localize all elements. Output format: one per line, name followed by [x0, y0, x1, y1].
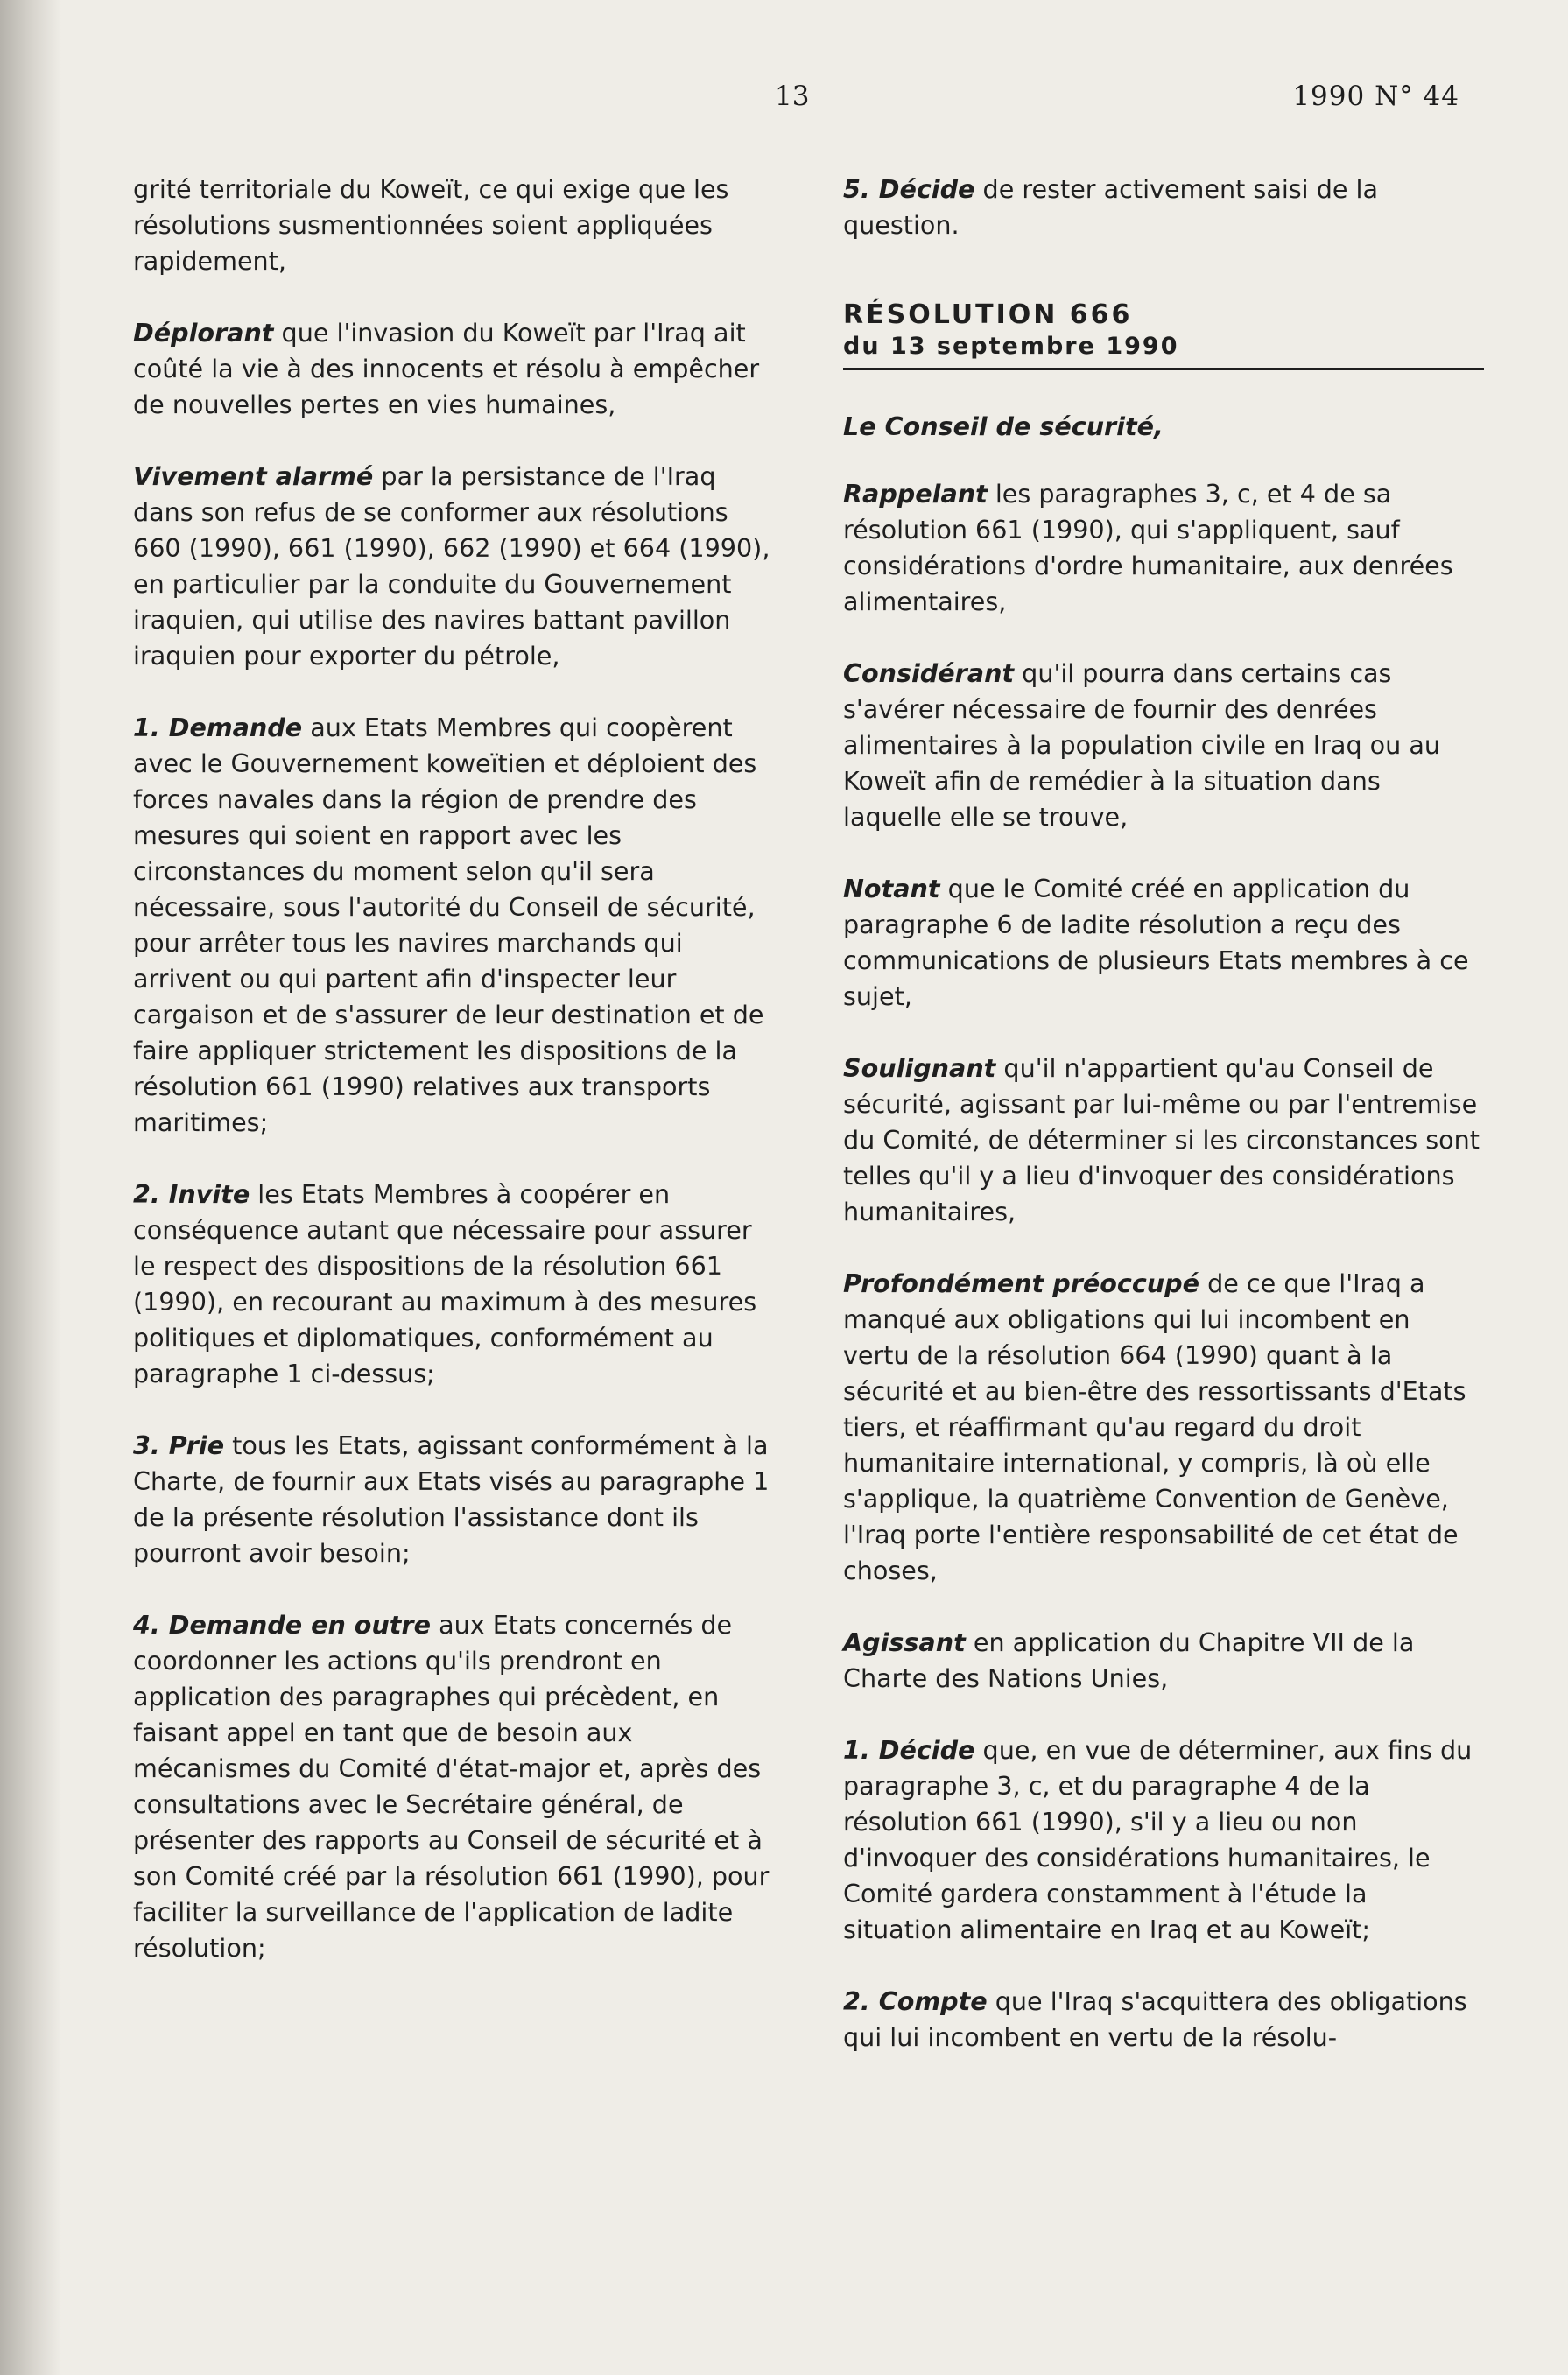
paragraph: Agissant en application du Chapitre VII de la Charte des Nations Unies,: [843, 1627, 1415, 1693]
paragraph: 5. Décide de rester activement saisi de la question.: [843, 174, 1379, 240]
paragraph: Déplorant que l'invasion du Koweït par l'Iraq ait coûté la vie à des innocents et résolu à empêcher de nouvelles pertes en vies humaines,: [133, 318, 760, 419]
paragraph: 1. Demande aux Etats Membres qui coopèrent avec le Gouvernement koweïtien et déploient des forces navales dans la région de prendre des mesures qui soient en rapport avec les circonstances du moment selon qu'il sera nécessaire, sous l'autorité du Conseil de sécurité, pour arrêter tous les navires marchands qui arrivent ou qui partent afin d'inspecter leur cargaison et de s'assurer de leur destination et de faire appliquer strictement les dispositions de la résolution 661 (1990) relatives aux transports maritimes;: [133, 713, 764, 1137]
paragraph: Soulignant qu'il n'appartient qu'au Conseil de sécurité, agissant par lui-même ou par l'entremise du Comité, de déterminer si les circonstances sont telles qu'il y a lieu d'invoquer des considérations humanitaires,: [843, 1053, 1480, 1226]
paragraph: 2. Compte que l'Iraq s'acquittera des obligations qui lui incombent en vertu de la résolu-: [843, 1986, 1467, 2052]
paragraph: 2. Invite les Etats Membres à coopérer en conséquence autant que nécessaire pour assurer le respect des dispositions de la résolution 661 (1990), en recourant au maximum à des mesures politiques et diplomatiques, conformément au paragraphe 1 ci-dessus;: [133, 1179, 757, 1388]
left-column: [133, 172, 779, 2002]
paragraph: 4. Demande en outre aux Etats concernés de coordonner les actions qu'ils prendront en application des paragraphes qui précèdent, en faisant appel en tant que de besoin aux mécanismes du Comité d'état-major et, après des consultations avec le Secrétaire général, de présenter des rapports au Conseil de sécurité et à son Comité créé par la résolution 661 (1990), pour faciliter la surveillance de l'application de ladite résolution;: [133, 1610, 770, 1963]
paragraph: Profondément préoccupé de ce que l'Iraq a manqué aux obligations qui lui incombent en vertu de la résolution 664 (1990) quant à la sécurité et au bien-être des ressortissants d'Etats tiers, et réaffirmant qu'au regard du droit humanitaire international, y compris, là où elle s'applique, la quatrième Convention de Genève, l'Iraq porte l'entière responsabilité de cet état de choses,: [843, 1268, 1466, 1585]
paragraph: Considérant qu'il pourra dans certains cas s'avérer nécessaire de fournir des denrées alimentaires à la population civile en Iraq ou au Koweït afin de remédier à la situation dans laquelle elle se trouve,: [843, 658, 1441, 832]
page-number: 13: [775, 81, 810, 112]
paragraph: 1. Décide que, en vue de déterminer, aux fins du paragraphe 3, c, et du paragraphe 4 de la résolution 661 (1990), s'il y a lieu ou non d'invoquer des considérations humanitaires, le Comité gardera constamment à l'étude la situation alimentaire en Iraq et au Koweït;: [843, 1735, 1473, 1944]
right-column: [843, 172, 1484, 2091]
binding-shadow: [0, 0, 61, 2375]
paragraph: Rappelant les paragraphes 3, c, et 4 de sa résolution 661 (1990), qui s'appliquent, sauf considérations d'ordre humanitaire, aux denrées alimentaires,: [843, 479, 1453, 616]
council-heading: Le Conseil de sécurité,: [843, 411, 1164, 441]
paragraph: grité territoriale du Koweït, ce qui exige que les résolutions susmentionnées soient appliquées rapidement,: [133, 174, 729, 276]
paragraph: Vivement alarmé par la persistance de l'Iraq dans son refus de se conformer aux résolutions 660 (1990), 661 (1990), 662 (1990) et 664 (1990), en particulier par la conduite du Gouvernement iraquien, qui utilise des navires battant pavillon iraquien pour exporter du pétrole,: [133, 461, 770, 671]
resolution-date: du 13 septembre 1990: [843, 331, 1484, 370]
resolution-title: RÉSOLUTION 666: [843, 299, 1133, 330]
year-issue: 1990 N° 44: [1292, 81, 1459, 112]
paragraph: 3. Prie tous les Etats, agissant conformément à la Charte, de fournir aux Etats visés au paragraphe 1 de la présente résolution l'assistance dont ils pourront avoir besoin;: [133, 1430, 770, 1568]
paragraph: Notant que le Comité créé en application du paragraphe 6 de ladite résolution a reçu des communications de plusieurs Etats membres à ce sujet,: [843, 874, 1469, 1011]
